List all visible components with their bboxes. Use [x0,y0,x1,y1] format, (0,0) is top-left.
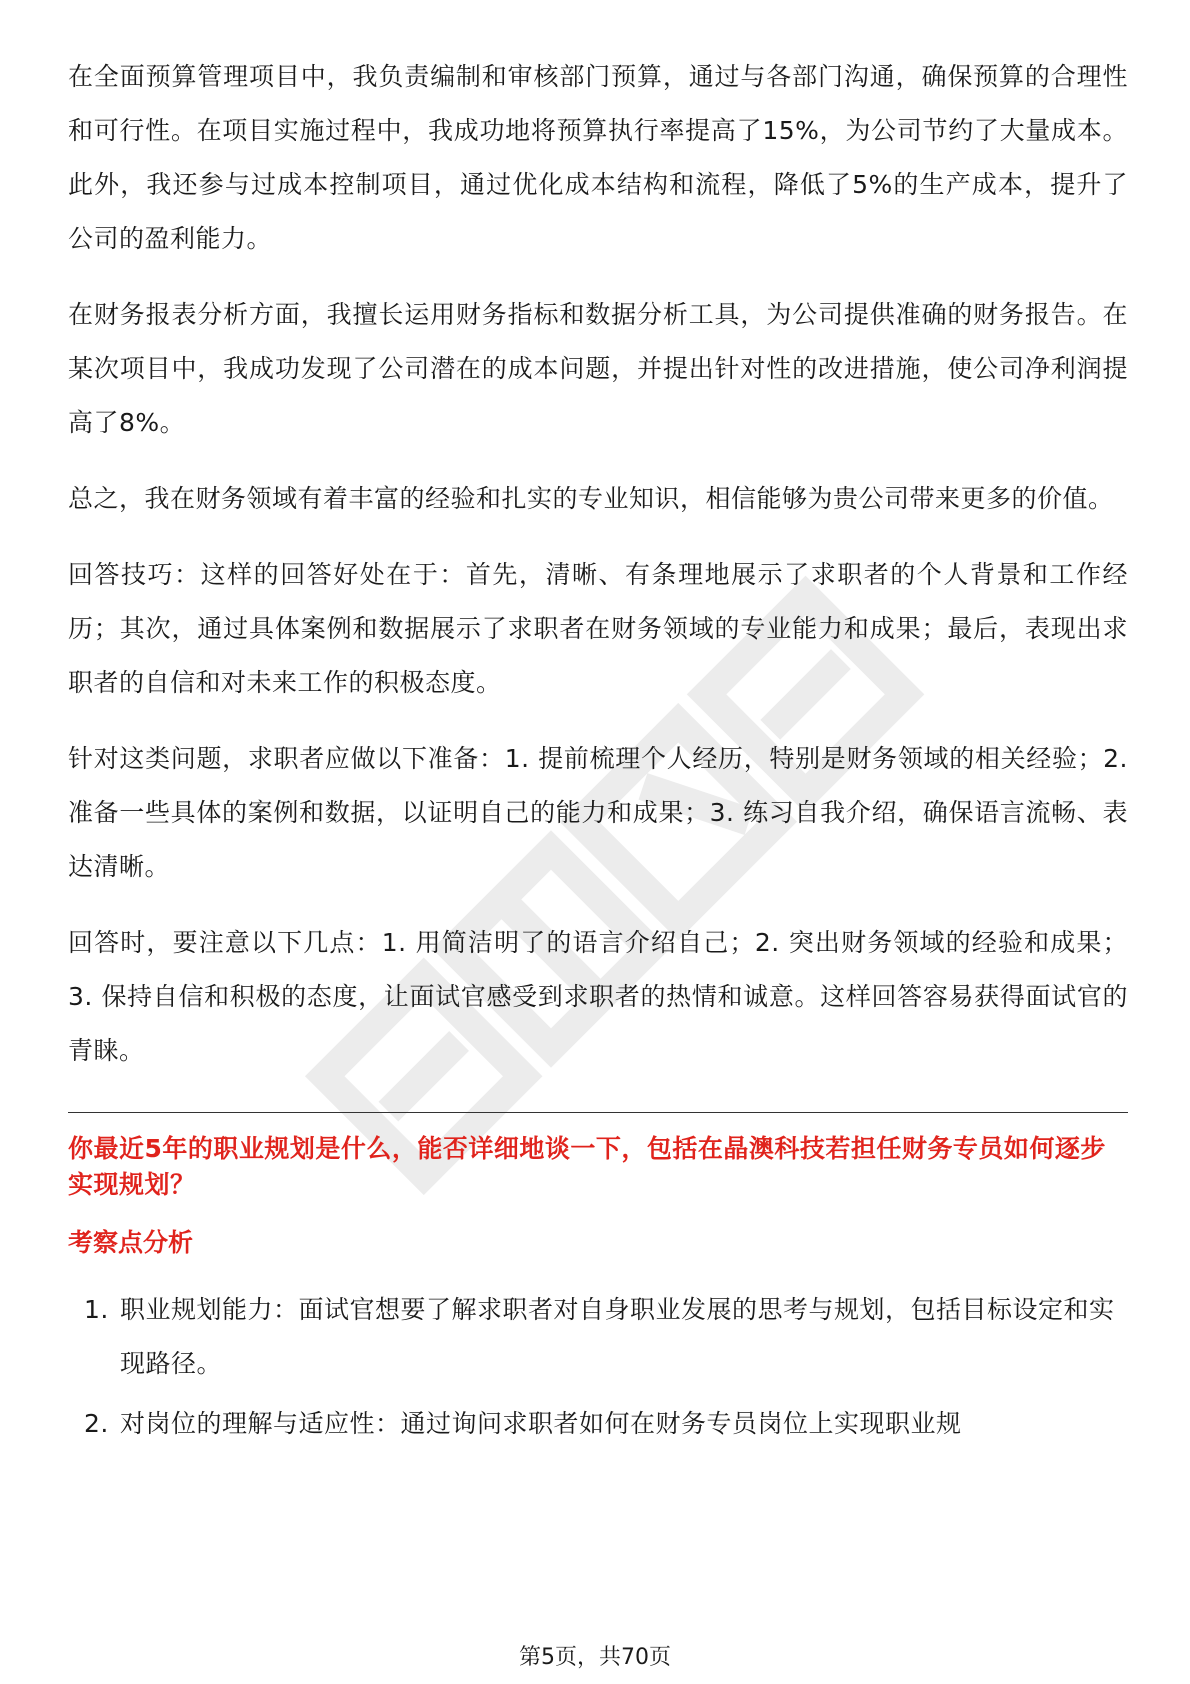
analysis-heading: 考察点分析 [68,1228,194,1257]
list-item-number: 2. [84,1409,109,1438]
section-divider [68,1112,1128,1113]
list-item [68,1283,1128,1391]
paragraph-preparation: 针对这类问题，求职者应做以下准备：1. 提前梳理个人经历，特别是财务领域的相关经验；2. 准备一些具体的案例和数据，以证明自己的能力和成果；3. 练习自我介绍，确保语言流畅、表达清晰。 [68,744,1128,881]
document-page [68,50,1128,1457]
interview-question: 你最近5年的职业规划是什么，能否详细地谈一下，包括在晶澳科技若担任财务专员如何逐步实现规划？ [68,1134,1106,1199]
list-item [68,1397,1128,1451]
paragraph-budget-experience: 在全面预算管理项目中，我负责编制和审核部门预算，通过与各部门沟通，确保预算的合理性和可行性。在项目实施过程中，我成功地将预算执行率提高了15%，为公司节约了大量成本。此外，我还参与过成本控制项目，通过优化成本结构和流程，降低了5%的生产成本，提升了公司的盈利能力。 [68,62,1128,253]
list-item-text: 职业规划能力：面试官想要了解求职者对自身职业发展的思考与规划，包括目标设定和实现路径。 [120,1295,1115,1378]
list-item-number: 1. [84,1295,109,1324]
paragraph-attention-points: 回答时，要注意以下几点：1. 用简洁明了的语言介绍自己；2. 突出财务领域的经验和成果；3. 保持自信和积极的态度，让面试官感受到求职者的热情和诚意。这样回答容易获得面试官的青睐。 [68,928,1128,1065]
paragraph-answer-tips: 回答技巧：这样的回答好处在于：首先，清晰、有条理地展示了求职者的个人背景和工作经历；其次，通过具体案例和数据展示了求职者在财务领域的专业能力和成果；最后，表现出求职者的自信和对未来工作的积极态度。 [68,560,1128,697]
analysis-list [68,1283,1128,1451]
paragraph-summary: 总之，我在财务领域有着丰富的经验和扎实的专业知识，相信能够为贵公司带来更多的价值。 [68,484,1114,513]
page-footer: 第5页，共70页 [519,1645,671,1670]
paragraph-financial-analysis: 在财务报表分析方面，我擅长运用财务指标和数据分析工具，为公司提供准确的财务报告。在某次项目中，我成功发现了公司潜在的成本问题，并提出针对性的改进措施，使公司净利润提高了8%。 [68,300,1128,437]
list-item-text: 对岗位的理解与适应性：通过询问求职者如何在财务专员岗位上实现职业规 [120,1409,962,1438]
